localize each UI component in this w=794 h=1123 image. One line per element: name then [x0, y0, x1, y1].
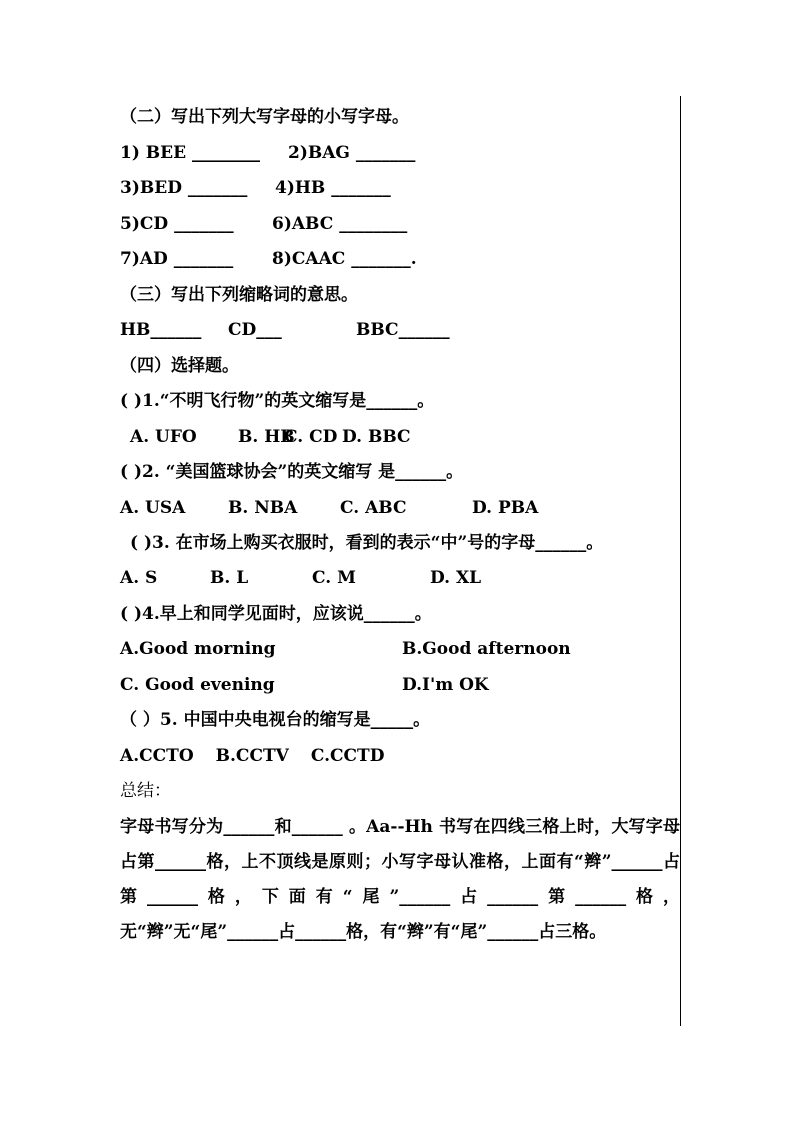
item-7: 7)AD _______	[120, 249, 234, 269]
summary-heading: 总结：	[120, 781, 171, 801]
option: B. L	[210, 568, 249, 588]
section2-row-1	[120, 136, 680, 172]
section2-row-3	[120, 207, 680, 243]
option: B. NBA	[228, 497, 298, 518]
option: A. S	[120, 568, 158, 588]
section3-heading: （三）写出下列缩略词的意思。	[120, 284, 358, 305]
option: A. UFO	[130, 426, 197, 447]
option: B.Good afternoon	[402, 639, 571, 659]
question-1: ( )1.“不明飞行物”的英文缩写是______。	[120, 391, 435, 411]
option: D. BBC	[342, 426, 411, 447]
margin-vertical-line	[680, 96, 681, 1026]
option: D. XL	[430, 568, 482, 588]
item-2: 2)BAG _______	[288, 142, 416, 163]
section4-heading: （四）选择题。	[120, 355, 239, 376]
option: A.CCTO	[120, 745, 194, 766]
section2-heading: （二）写出下列大写字母的小写字母。	[120, 107, 409, 127]
abbr-bbc: BBC______	[356, 320, 450, 340]
item-6: 6)ABC ________	[272, 213, 408, 234]
abbr-cd: CD___	[228, 320, 282, 340]
option: C.CCTD	[310, 745, 385, 766]
item-3: 3)BED _______	[120, 178, 248, 198]
section3-items	[120, 313, 680, 349]
abbr-hb: HB______	[120, 320, 202, 340]
section2-row-4	[120, 242, 680, 278]
summary-paragraph: 字母书写分为______和______ 。Aa--Hh 书写在四线三格上时，大写字母占第______格，上不顶线是原则；小写字母认准格，上面有“辫”______占第______格，下面有“尾”______占______第______格，无“辫”无“尾”______占______格，有“辫”有“尾”______占三格。	[120, 816, 680, 942]
question-2-options	[120, 491, 680, 527]
item-1: 1) BEE ________	[120, 142, 260, 163]
question-1-options	[120, 420, 680, 456]
option: C. Good evening	[120, 674, 275, 695]
question-5-options	[120, 739, 680, 775]
option: A.Good morning	[120, 639, 276, 659]
item-8: 8)CAAC _______.	[272, 249, 417, 269]
option: D. PBA	[472, 497, 539, 518]
item-5: 5)CD _______	[120, 213, 234, 234]
question-4-options-row-1	[120, 632, 680, 668]
option: D.I'm OK	[402, 674, 489, 695]
option: C. M	[312, 568, 356, 588]
option: B.CCTV	[215, 745, 289, 766]
item-4: 4)HB _______	[275, 178, 391, 198]
question-4: ( )4.早上和同学见面时，应该说______。	[120, 603, 432, 624]
section2-row-2	[120, 171, 680, 207]
summary-section	[120, 774, 680, 950]
worksheet-content	[120, 100, 680, 950]
option: B. HB	[238, 426, 295, 447]
option: A. USA	[120, 497, 186, 518]
question-3: ( )3. 在市场上购买衣服时，看到的表示“中”号的字母______。	[130, 533, 604, 553]
question-2: ( )2. “美国篮球协会”的英文缩写 是______。	[120, 462, 464, 482]
question-5: （ ）5. 中国中央电视台的缩写是_____。	[120, 710, 431, 730]
question-3-options	[120, 561, 680, 597]
question-4-options-row-2	[120, 668, 680, 704]
option: C. CD	[284, 426, 338, 447]
option: C. ABC	[340, 497, 407, 518]
